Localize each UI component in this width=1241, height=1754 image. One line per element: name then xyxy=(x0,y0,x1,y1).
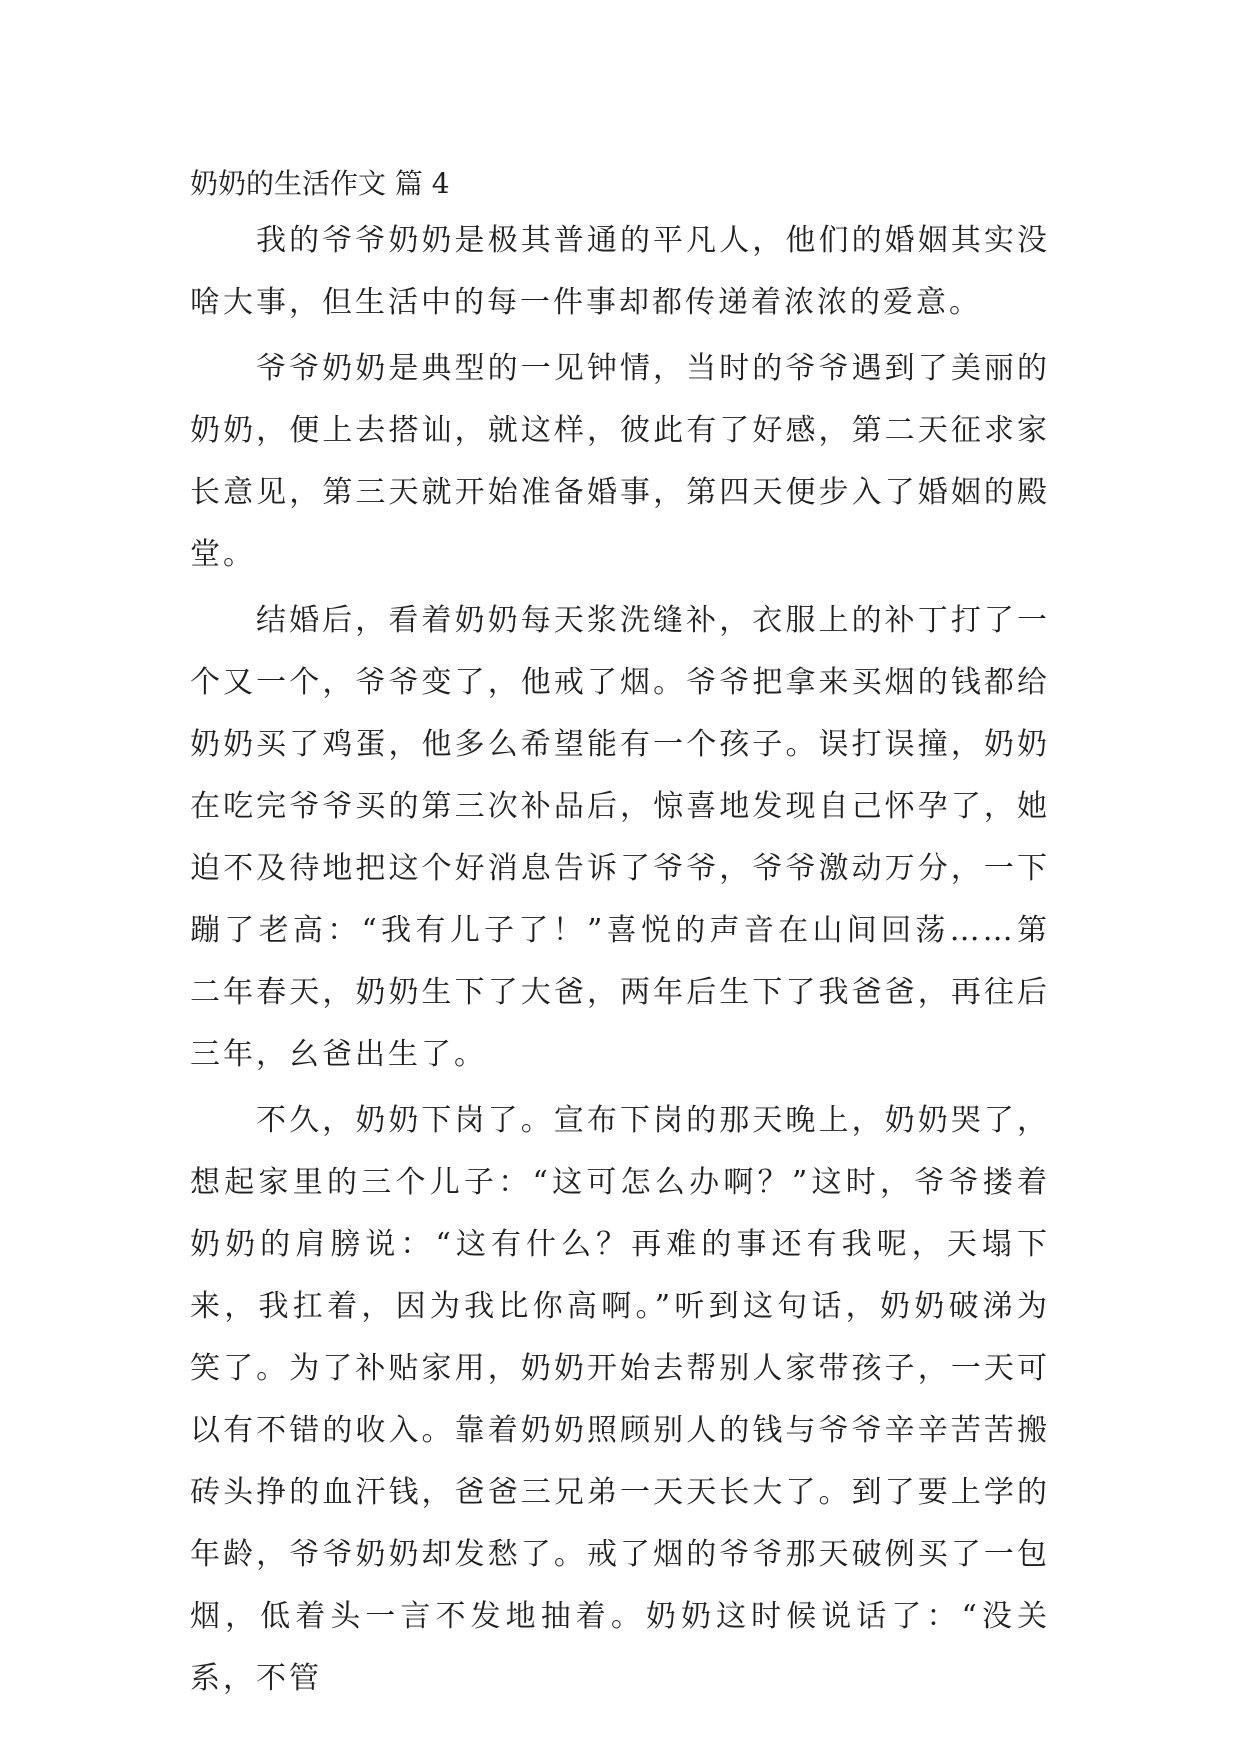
paragraph: 结婚后，看着奶奶每天浆洗缝补，衣服上的补丁打了一个又一个，爷爷变了，他戒了烟。爷爷把拿来买烟的钱都给奶奶买了鸡蛋，他多么希望能有一个孩子。误打误撞，奶奶在吃完爷爷买的第三次补品后，惊喜地发现自己怀孕了，她迫不及待地把这个好消息告诉了爷爷，爷爷激动万分，一下蹦了老高：“我有儿子了！”喜悦的声音在山间回荡……第二年春天，奶奶生下了大爸，两年后生下了我爸爸，再往后三年，幺爸出生了。 xyxy=(190,603,1050,1072)
paragraph: 我的爷爷奶奶是极其普通的平凡人，他们的婚姻其实没啥大事，但生活中的每一件事却都传递着浓浓的爱意。 xyxy=(190,223,1050,320)
paragraph: 爷爷奶奶是典型的一见钟情，当时的爷爷遇到了美丽的奶奶，便上去搭讪，就这样，彼此有了好感，第二天征求家长意见，第三天就开始准备婚事，第四天便步入了婚姻的殿堂。 xyxy=(190,351,1050,572)
document-title: 奶奶的生活作文 篇 4 xyxy=(190,167,450,200)
document-body xyxy=(190,210,1050,1714)
paragraph: 不久，奶奶下岗了。宣布下岗的那天晚上，奶奶哭了，想起家里的三个儿子：“这可怎么办啊？”这时，爷爷搂着奶奶的肩膀说：“这有什么？再难的事还有我呢，天塌下来，我扛着，因为我比你高啊。”听到这句话，奶奶破涕为笑了。为了补贴家用，奶奶开始去帮别人家带孩子，一天可以有不错的收入。靠着奶奶照顾别人的钱与爷爷辛辛苦苦搬砖头挣的血汗钱，爸爸三兄弟一天天长大了。到了要上学的年龄，爷爷奶奶却发愁了。戒了烟的爷爷那天破例买了一包烟，低着头一言不发地抽着。奶奶这时候说话了：“没关系，不管 xyxy=(190,1103,1050,1696)
